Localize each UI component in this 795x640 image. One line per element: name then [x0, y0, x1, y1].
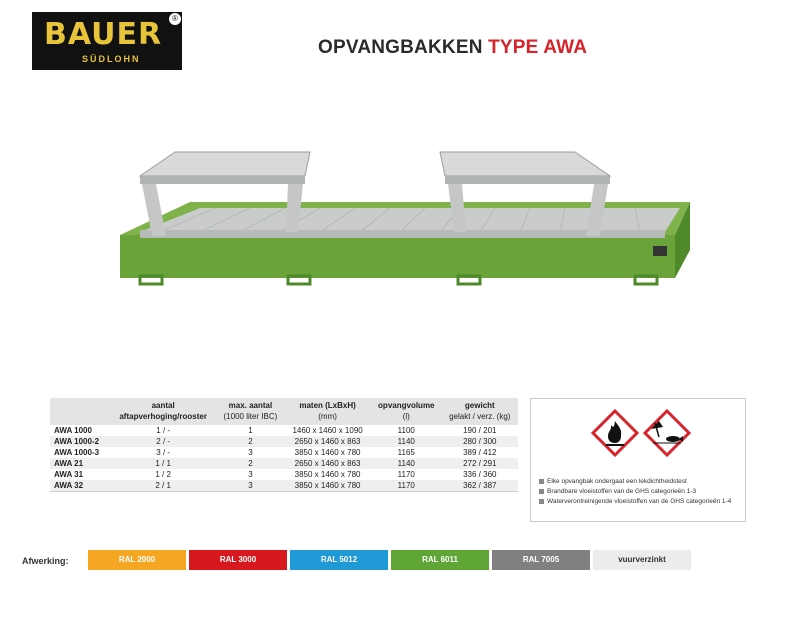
bullet-square-icon — [539, 489, 544, 494]
table-cell: 1170 — [371, 480, 442, 492]
spec-table — [50, 398, 518, 492]
table-cell: AWA 31 — [50, 469, 110, 480]
table-cell: AWA 21 — [50, 458, 110, 469]
table-row — [50, 458, 518, 469]
table-row — [50, 480, 518, 492]
tray-foot — [635, 276, 657, 284]
tray-front — [120, 235, 675, 278]
ghs-pictograms — [591, 409, 691, 457]
right-platform-top — [440, 152, 610, 176]
finish-swatch-ral-2000: RAL 2000 — [88, 550, 186, 570]
table-cell: 2 — [217, 458, 285, 469]
table-cell: 272 / 291 — [442, 458, 518, 469]
table-cell: 3 — [217, 469, 285, 480]
tray-foot — [458, 276, 480, 284]
environment-hazard-icon — [645, 411, 689, 455]
table-cell: 1 / 1 — [110, 458, 217, 469]
table-cell: 3 — [217, 447, 285, 458]
table-cell: 1 / - — [110, 425, 217, 436]
table-cell: 280 / 300 — [442, 436, 518, 447]
table-cell: AWA 1000-2 — [50, 436, 110, 447]
header-cell: maten (LxBxH) (mm) — [284, 398, 371, 425]
hazard-note: Brandbare vloeistoffen van de GHS categorieën 1-3 — [539, 487, 731, 497]
finish-swatch-galvanized: vuurverzinkt — [593, 550, 691, 570]
product-image — [100, 140, 700, 310]
finish-label: Afwerking: — [22, 556, 69, 566]
logo-city: SÜDLOHN — [82, 54, 141, 64]
table-cell: 3850 x 1460 x 780 — [284, 469, 371, 480]
table-row — [50, 436, 518, 447]
table-cell: 1 / 2 — [110, 469, 217, 480]
registered-mark: ® — [168, 12, 182, 26]
hazard-panel — [530, 398, 746, 522]
table-cell: 190 / 201 — [442, 425, 518, 436]
header-cell: gewicht gelakt / verz. (kg) — [442, 398, 518, 425]
table-cell: 389 / 412 — [442, 447, 518, 458]
finish-swatch-ral-5012: RAL 5012 — [290, 550, 388, 570]
table-cell: 1100 — [371, 425, 442, 436]
table-row — [50, 469, 518, 480]
header-cell: aantal aftapverhoging/rooster — [110, 398, 217, 425]
table-cell: 1140 — [371, 436, 442, 447]
left-platform-front — [140, 176, 305, 184]
table-cell: 1165 — [371, 447, 442, 458]
table-cell: 1460 x 1460 x 1090 — [284, 425, 371, 436]
table-header-row — [50, 398, 518, 425]
page-title — [318, 37, 587, 59]
table-cell: 3850 x 1460 x 780 — [284, 447, 371, 458]
finish-swatch-ral-3000: RAL 3000 — [189, 550, 287, 570]
table-row — [50, 425, 518, 436]
right-platform-front — [445, 176, 610, 184]
table-cell: 1170 — [371, 469, 442, 480]
table-cell: 2 / - — [110, 436, 217, 447]
title-part1: OPVANGBAKKEN — [318, 37, 483, 58]
hazard-notes — [539, 477, 731, 507]
tray-foot — [140, 276, 162, 284]
title-part2: TYPE AWA — [488, 37, 588, 58]
logo-text: BAUER — [44, 17, 163, 52]
finish-swatch-ral-7005: RAL 7005 — [492, 550, 590, 570]
hazard-note: Elke opvangbak ondergaat een lekdichtheidstest — [539, 477, 731, 487]
header-cell — [50, 398, 110, 425]
brand-logo — [32, 12, 182, 70]
table-cell: 2 / 1 — [110, 480, 217, 492]
table-row — [50, 447, 518, 458]
table-cell: AWA 1000 — [50, 425, 110, 436]
table-cell: 362 / 387 — [442, 480, 518, 492]
header-cell: max. aantal (1000 liter IBC) — [217, 398, 285, 425]
table-cell: AWA 1000-3 — [50, 447, 110, 458]
table-cell: 3 — [217, 480, 285, 492]
table-cell: 2650 x 1460 x 863 — [284, 458, 371, 469]
table-cell: AWA 32 — [50, 480, 110, 492]
grid-front-edge — [140, 230, 665, 238]
bullet-square-icon — [539, 479, 544, 484]
drain-plate — [653, 246, 667, 256]
table-cell: 2 — [217, 436, 285, 447]
table-cell: 1140 — [371, 458, 442, 469]
tray-foot — [288, 276, 310, 284]
header-cell: opvangvolume (l) — [371, 398, 442, 425]
table-cell: 3 / - — [110, 447, 217, 458]
table-cell: 2650 x 1460 x 863 — [284, 436, 371, 447]
left-platform-top — [140, 152, 310, 176]
finish-swatch-ral-6011: RAL 6011 — [391, 550, 489, 570]
table-cell: 3850 x 1460 x 780 — [284, 480, 371, 492]
hazard-note: Waterverontreinigende vloeistoffen van de GHS categorieën 1-4 — [539, 497, 731, 507]
table-cell: 1 — [217, 425, 285, 436]
bullet-square-icon — [539, 499, 544, 504]
table-cell: 336 / 360 — [442, 469, 518, 480]
flammable-icon — [593, 411, 637, 455]
